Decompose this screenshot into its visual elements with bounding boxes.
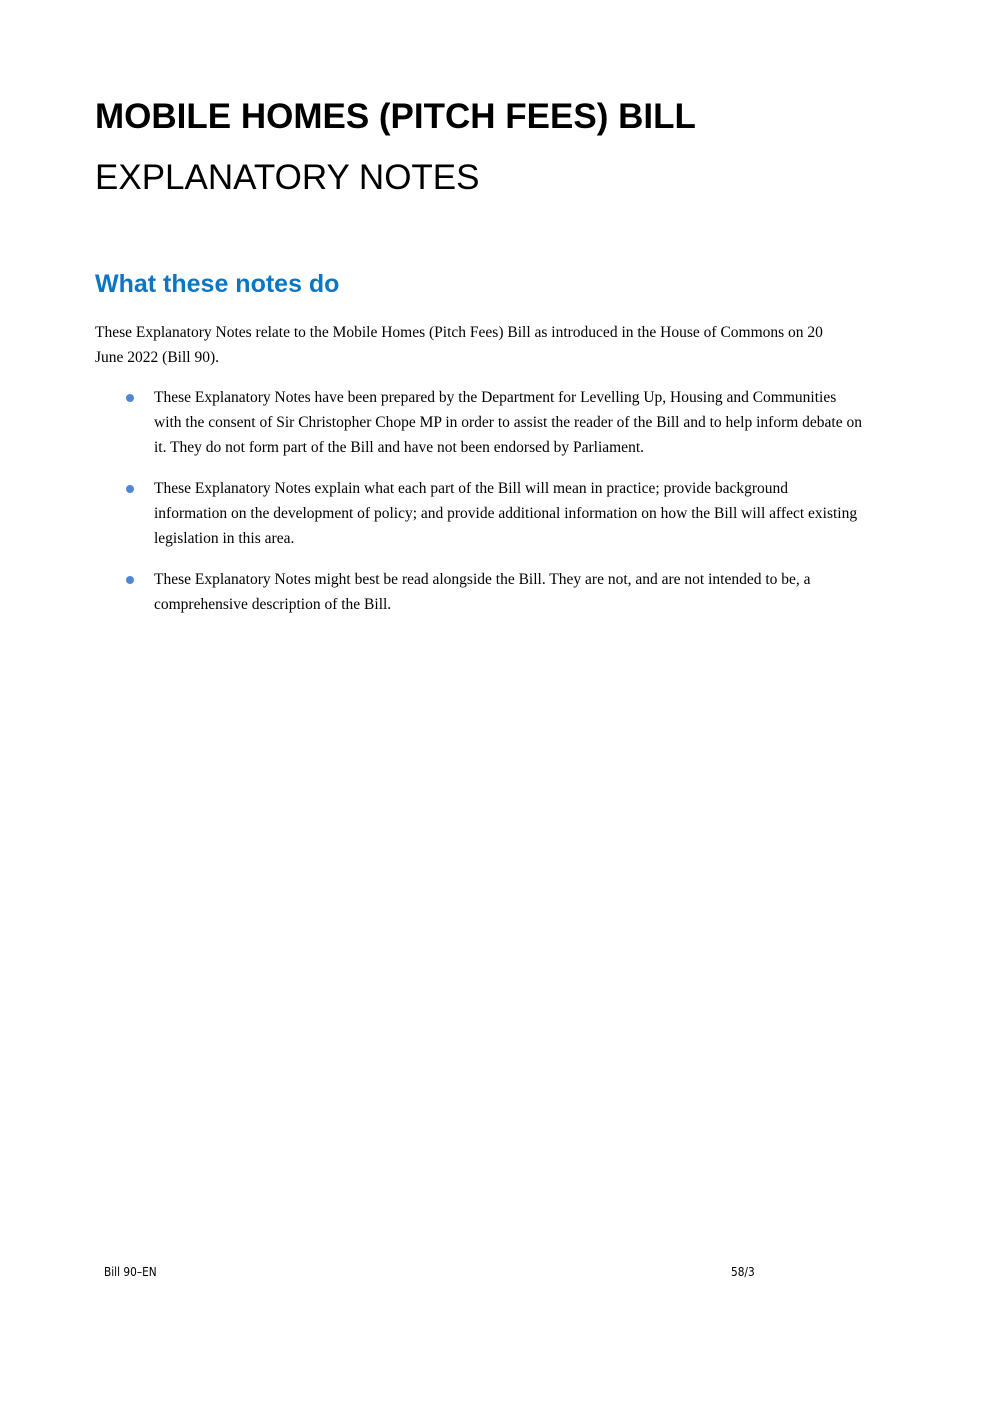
bill-title: MOBILE HOMES (PITCH FEES) BILL	[95, 97, 696, 136]
bullet-dot-icon	[126, 394, 134, 402]
list-item	[95, 567, 865, 617]
list-item	[95, 476, 865, 551]
bullet-dot-icon	[126, 576, 134, 584]
list-item-text: These Explanatory Notes might best be read alongside the Bill. They are not, and are not intended to be, a comprehensive description of the Bill.	[154, 571, 811, 613]
list-item-text: These Explanatory Notes have been prepared by the Department for Levelling Up, Housing and Communities with the consent of Sir Christopher Chope MP in order to assist the reader of the Bill and to help inform debate on it. They do not form part of the Bill and have not been endorsed by Parliament.	[154, 389, 862, 456]
section-heading: What these notes do	[95, 270, 340, 298]
intro-paragraph: These Explanatory Notes relate to the Mobile Homes (Pitch Fees) Bill as introduced in the House of Commons on 20 June 2022 (Bill 90).	[95, 324, 823, 366]
footer-page-reference: 58/3	[731, 1265, 755, 1279]
document-subtitle: EXPLANATORY NOTES	[95, 158, 480, 197]
bullet-dot-icon	[126, 485, 134, 493]
notes-bullet-list	[95, 385, 865, 633]
list-item-text: These Explanatory Notes explain what each part of the Bill will mean in practice; provide background information on the development of policy; and provide additional information on how the Bill will affect existing legislation in this area.	[154, 480, 858, 547]
list-item	[95, 385, 865, 460]
footer-bill-reference: Bill 90–EN	[104, 1265, 157, 1279]
